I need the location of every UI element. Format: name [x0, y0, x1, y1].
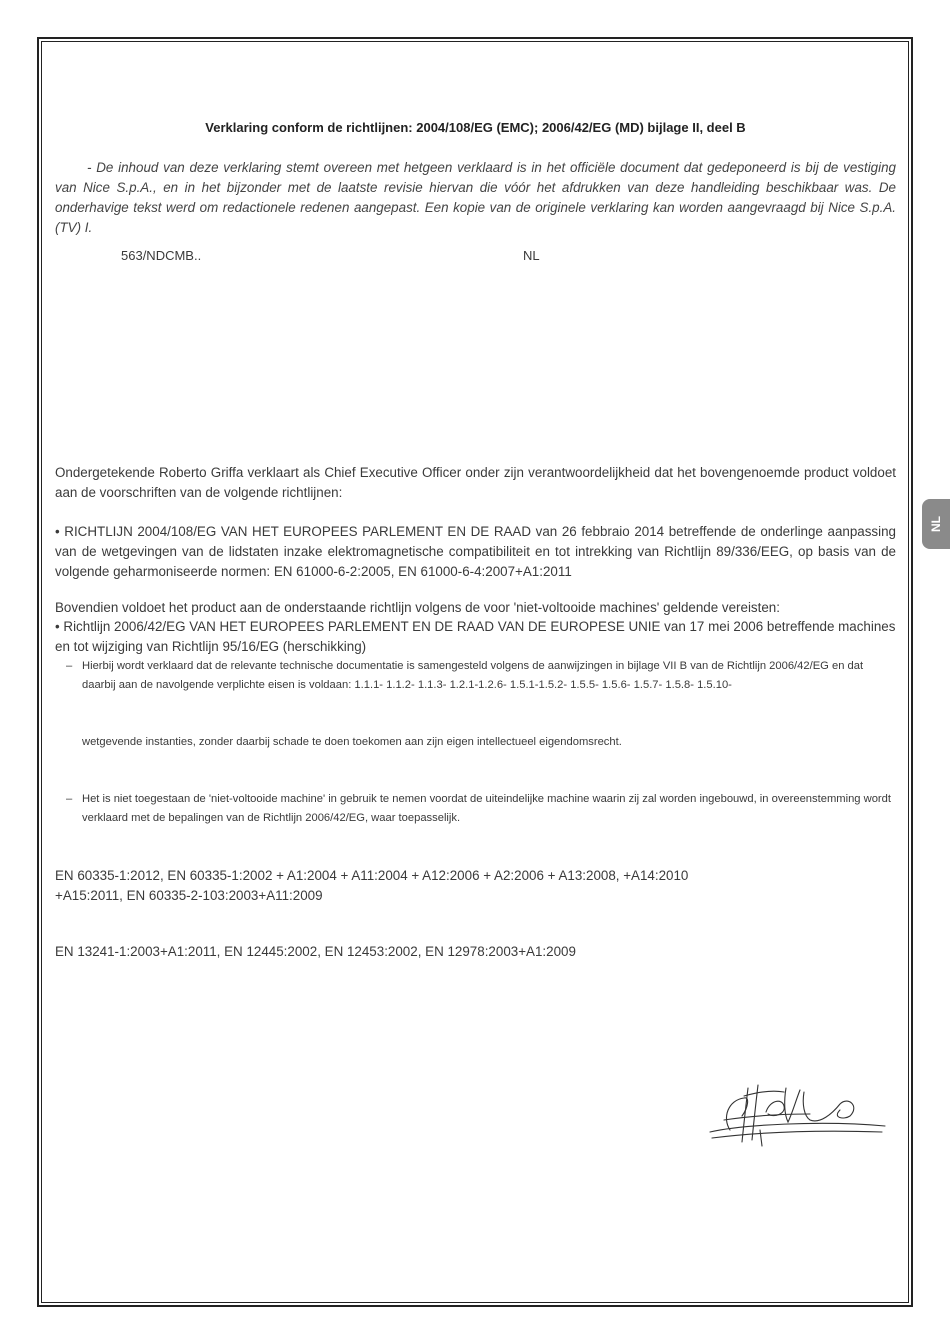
bullet-1-continuation: wetgevende instanties, zonder daarbij schade te doen toekomen aan zijn eigen intellectueel eigendomsrecht. [82, 736, 622, 748]
language-side-tab [922, 499, 950, 549]
declaration-text: Ondergetekende Roberto Griffa verklaart als Chief Executive Officer onder zijn verantwoordelijkheid dat het bovengenoemde product voldoet aan de voorschriften van de volgende richtlijnen: [55, 465, 896, 500]
bullet-technical-documentation [66, 657, 896, 695]
emc-directive: • RICHTLIJN 2004/108/EG VAN HET EUROPEES PARLEMENT EN DE RAAD van 26 febbraio 2014 betreffende de onderlinge aanpassing van de wetgevingen van de lidstaten inzake elektromagnetische compatibiliteit en tot intrekking van Richtlijn 89/336/EEG, op basis van de volgende geharmoniseerde normen: EN 61000-6-2:2005, EN 61000-6-4:2007+A1:2011 [55, 524, 896, 579]
standards-line-1: EN 60335-1:2012, EN 60335-1:2002 + A1:2004 + A11:2004 + A12:2006 + A2:2006 + A13:2008, +A14:2010 [55, 868, 689, 883]
intro-paragraph [55, 158, 896, 238]
side-tab-label: NL [929, 516, 943, 532]
machinery-intro: Bovendien voldoet het product aan de onderstaande richtlijn volgens de voor 'niet-voltooide machines' geldende vereisten: [55, 600, 780, 615]
language-code: NL [523, 248, 540, 263]
standards-line-2: +A15:2011, EN 60335-2-103:2003+A11:2009 [55, 888, 323, 903]
dash-marker: – [66, 660, 73, 672]
declaration-number: 563/NDCMB.. [121, 248, 202, 263]
bullet-1-text: Hierbij wordt verklaard dat de relevante technische documentatie is samengesteld volgens de aanwijzingen in bijlage VII B van de Richtlijn 2006/42/EG en dat daarbij aan de navolgende verplichte eisen is voldaan: 1.1.1- 1.1.2- 1.1.3- 1.2.1-1.2.6- 1.5.1-1.5.2- 1.5.5- 1.5.6- 1.5.7- 1.5.8- 1.5.10- [82, 660, 864, 691]
bullet-commissioning [66, 790, 896, 828]
intro-text: - De inhoud van deze verklaring stemt overeen met hetgeen verklaard is in het officiële document dat gedeponeerd is bij de vestiging van Nice S.p.A., en in het bijzonder met de laatste revisie hiervan die vóór het afdrukken van deze handleiding beschikbaar was. De onderhavige tekst werd om redactionele redenen aangepast. Een kopie van de originele verklaring kan worden aangevraagd bij Nice S.p.A. (TV) I. [55, 160, 896, 235]
bullet-2-text: Het is niet toegestaan de 'niet-voltooide machine' in gebruik te nemen voordat de uiteindelijke machine waarin zij zal worden ingebouwd, in overeenstemming wordt verklaard met de bepalingen van de Richtlijn 2006/42/EG, waar toepasselijk. [82, 793, 891, 824]
signature [700, 1070, 890, 1150]
dash-marker: – [66, 793, 73, 805]
standards-line-3: EN 13241-1:2003+A1:2011, EN 12445:2002, EN 12453:2002, EN 12978:2003+A1:2009 [55, 944, 576, 959]
machinery-directive: • Richtlijn 2006/42/EG VAN HET EUROPEES PARLEMENT EN DE RAAD VAN DE EUROPESE UNIE van 17 mei 2006 betreffende machines en tot wijziging van Richtlijn 95/16/EG (herschikking) [55, 619, 896, 654]
document-title: Verklaring conform de richtlijnen: 2004/108/EG (EMC); 2006/42/EG (MD) bijlage II, deel B [205, 120, 746, 135]
